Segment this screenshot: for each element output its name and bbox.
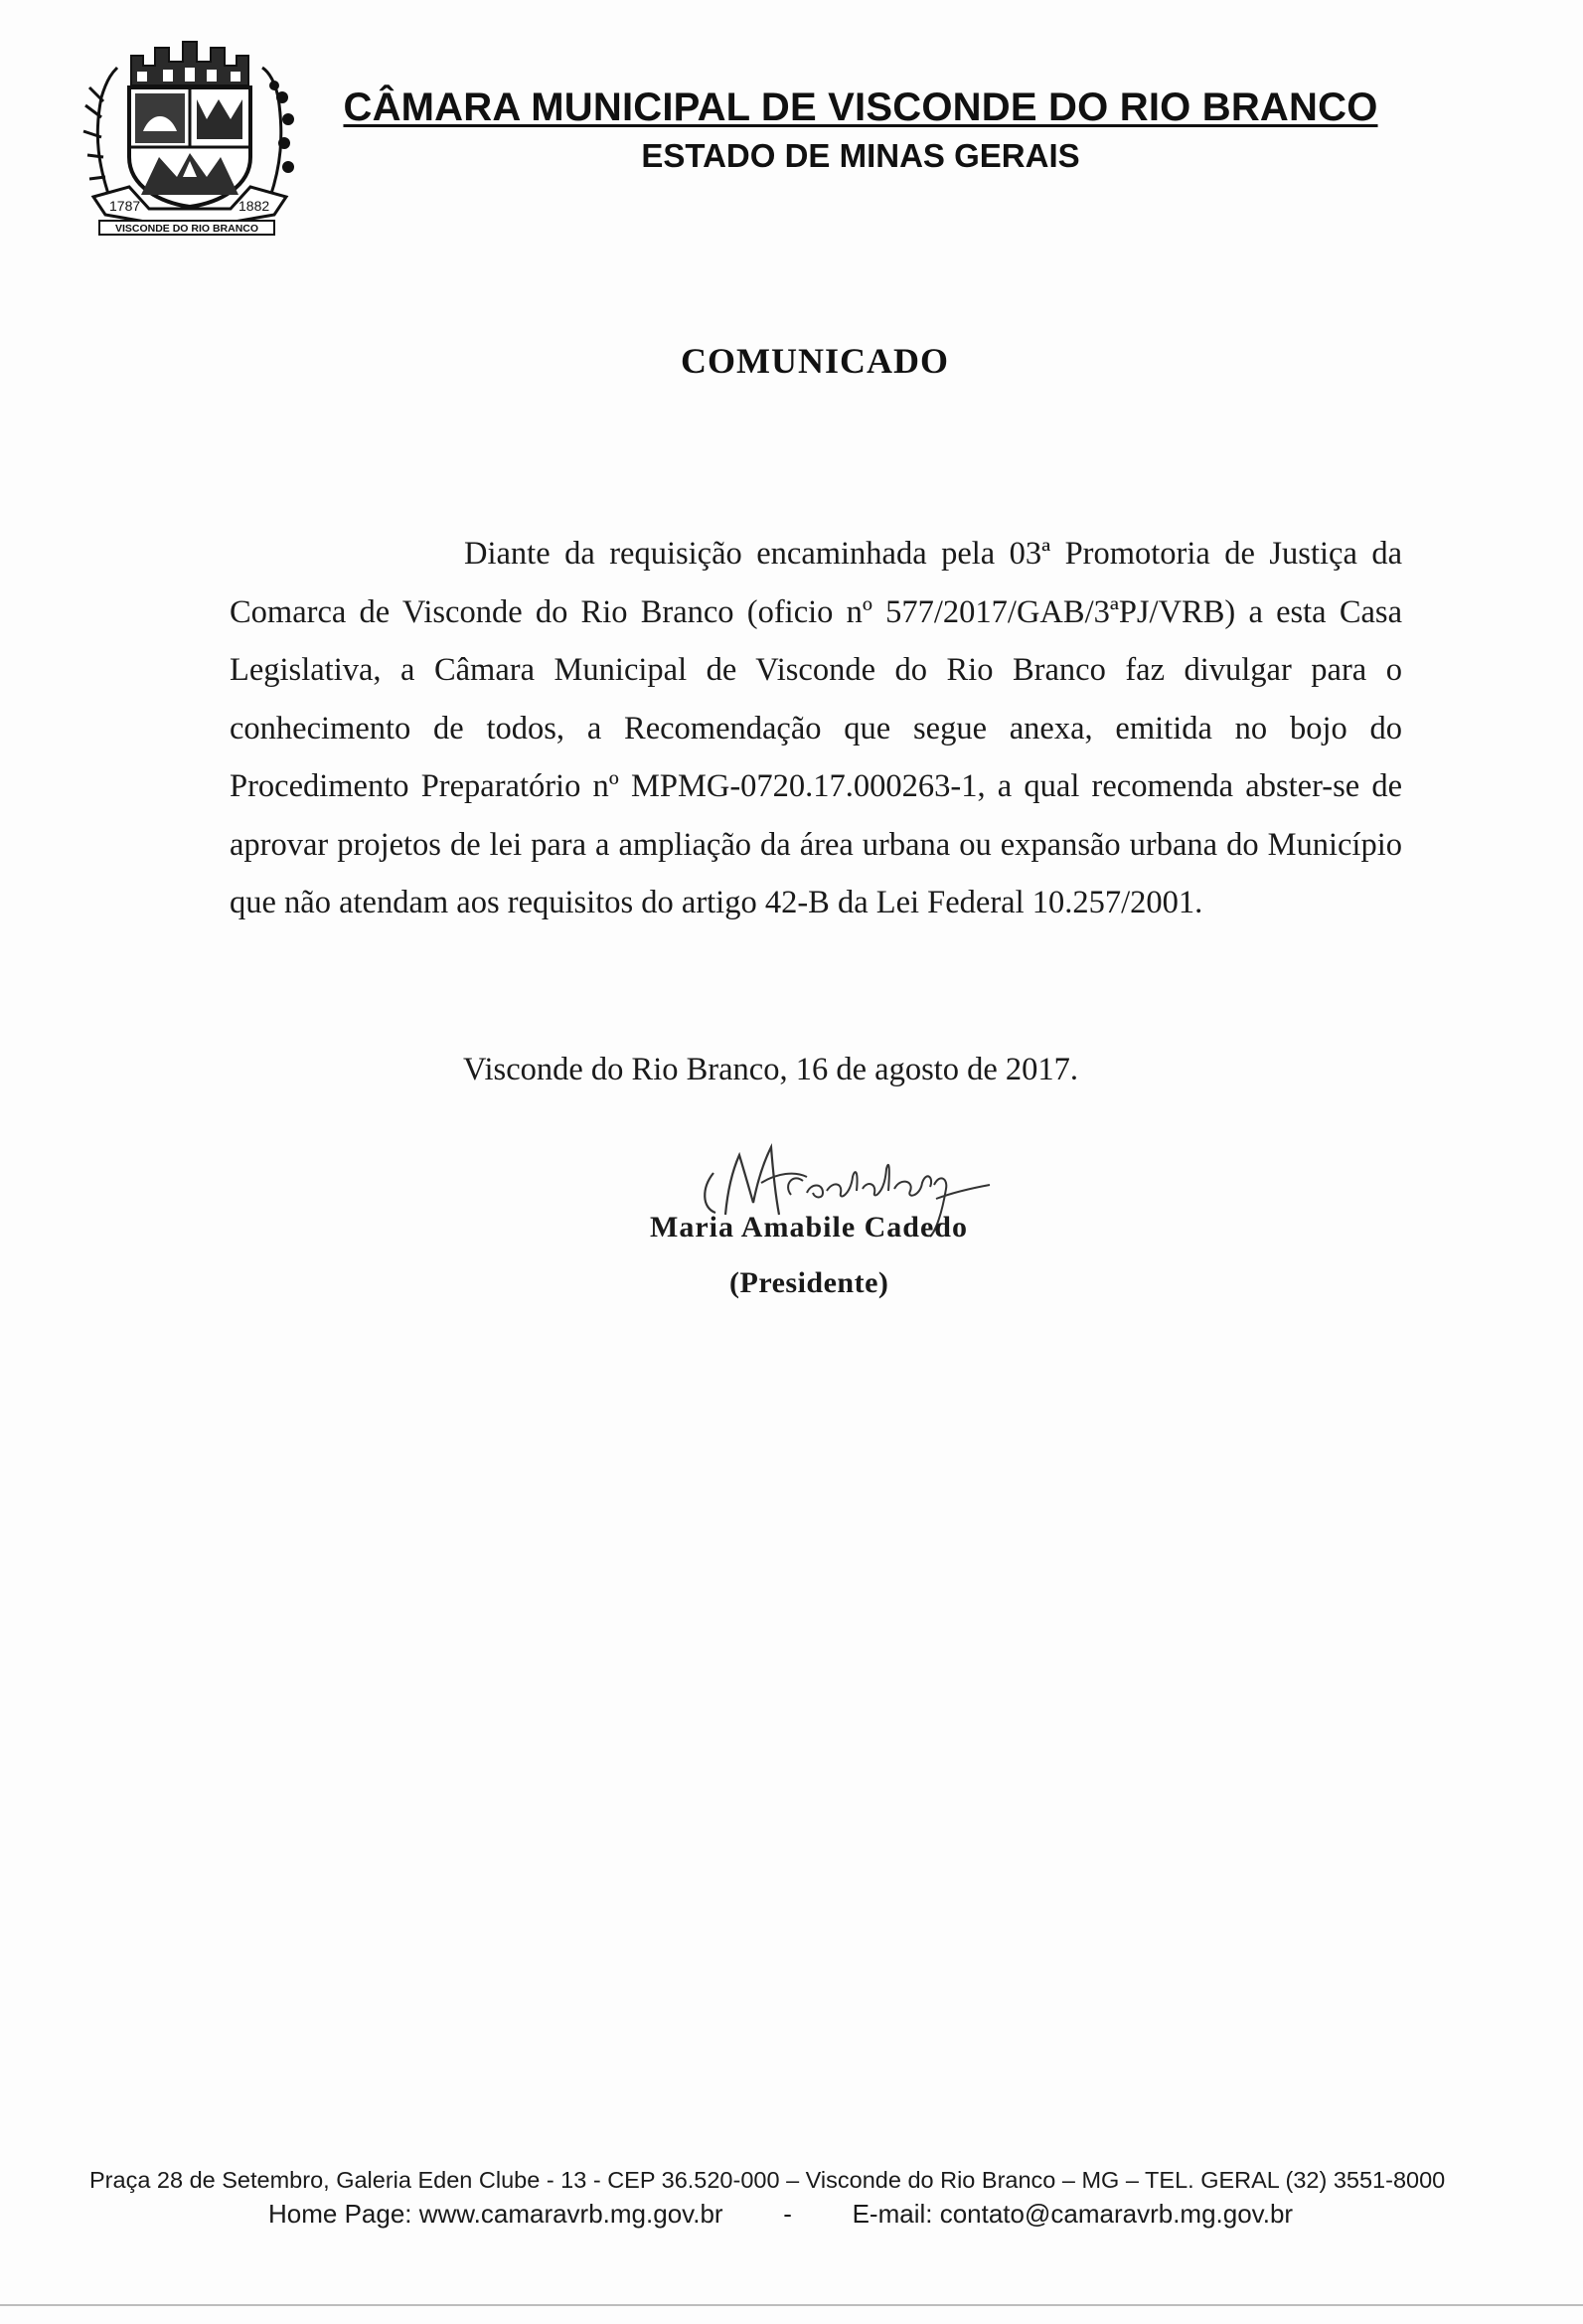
crest-year-left: 1787 <box>109 198 141 214</box>
footer-homepage[interactable]: Home Page: www.camaravrb.mg.gov.br <box>268 2199 723 2229</box>
body-paragraph: Diante da requisição encaminhada pela 03ª Promotoria de Justiça da Comarca de Visconde do Rio Branco (oficio nº 577/2017/GAB/3ªPJ/VRB) a esta Casa Legislativa, a Câmara Municipal de Visconde do Rio Branco faz divulgar para o conhecimento de todos, a Recomendação que segue anexa, emitida no bojo do Procedimento Preparatório nº MPMG-0720.17.000263-1, a qual recomenda abster-se de aprovar projetos de lei para a ampliação da área urbana ou expansão urbana do Município que não atendam aos requisitos do artigo 42-B da Lei Federal 10.257/2001. <box>230 536 1402 920</box>
state-subtitle: ESTADO DE MINAS GERAIS <box>641 137 1080 174</box>
scan-edge-divider <box>0 2304 1583 2306</box>
crest-year-right: 1882 <box>238 198 270 214</box>
municipal-crest-icon <box>79 28 294 237</box>
document-title: COMUNICADO <box>681 341 949 381</box>
signer-name: Maria Amabile Cadedo <box>650 1211 968 1244</box>
footer-email[interactable]: E-mail: contato@camaravrb.mg.gov.br <box>852 2199 1294 2229</box>
footer-address: Praça 28 de Setembro, Galeria Eden Clube - 13 - CEP 36.520-000 – Visconde do Rio Branco – MG – TEL. GERAL (32) 3551-8000 <box>89 2167 1446 2193</box>
date-line: Visconde do Rio Branco, 16 de agosto de 2017. <box>463 1052 1079 1087</box>
signer-role: (Presidente) <box>729 1266 889 1299</box>
footer-contacts <box>268 2199 1293 2230</box>
footer-separator: - <box>783 2199 792 2229</box>
crest-banner: VISCONDE DO RIO BRANCO <box>114 223 259 235</box>
institution-title: CÂMARA MUNICIPAL DE VISCONDE DO RIO BRANCO <box>343 85 1378 129</box>
